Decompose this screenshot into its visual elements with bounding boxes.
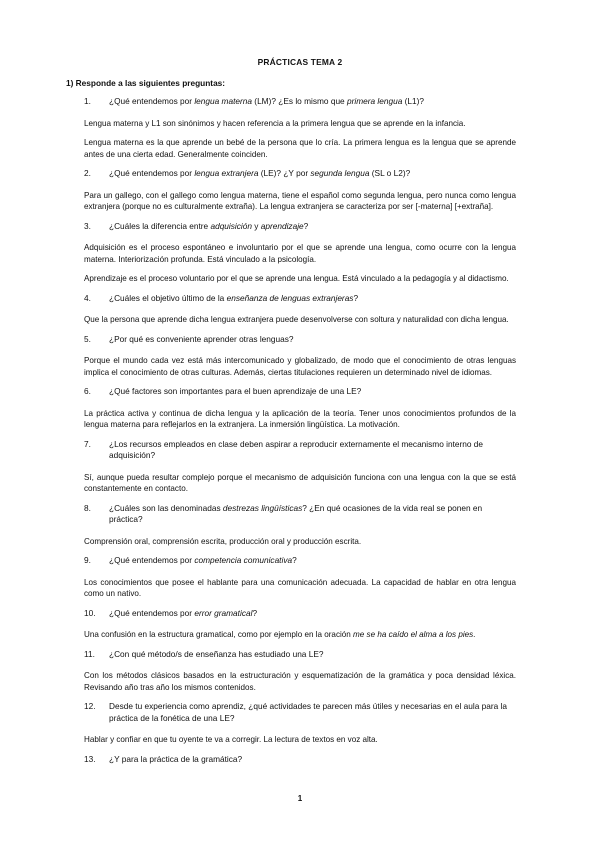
text-run: (LM)? ¿Es lo mismo que [252,96,347,106]
question [84,96,516,108]
text-run: (LE)? ¿Y por [258,168,311,178]
answer-paragraph: Para un gallego, con el gallego como lengua materna, tiene el español como segunda lengua, pero nunca como lengua extranjera (porque no es culturalmente extraña). La lengua extranjera se caracteriza por ser [-materna] [+extraña]. [84,190,516,211]
question-number: 7. [84,438,91,449]
question-number: 1. [84,96,91,106]
question-text [109,386,361,396]
question-text [109,754,242,764]
question-number: 6. [84,386,91,396]
question [84,649,516,661]
page-number: 1 [297,794,303,803]
text-run: (L1)? [402,96,425,106]
answer-paragraph: Hablar y confiar en que tu oyente te va a corregir. La lectura de textos en voz alta. [84,735,378,744]
question-number: 2. [84,168,91,178]
question-number: 12. [84,701,96,711]
text-run: ¿Por qué es conveniente aprender otras lenguas? [109,333,294,344]
text-run: (SL o L2)? [369,168,411,178]
question-text [109,555,297,565]
text-run: enseñanza de lenguas extranjeras [226,292,354,303]
text-run: ¿Con qué método/s de enseñanza has estudiado una LE? [109,648,324,659]
answer-paragraph: Los conocimientos que posee el hablante para una comunicación adecuada. La capacidad de hablar en otra lengua como un nativo. [84,577,516,598]
text-run: competencia comunicativa [194,555,293,565]
text-run: ¿Cuáles el objetivo último de la [109,292,227,303]
question [84,555,516,567]
answer-paragraph: Porque el mundo cada vez está más intercomunicado y globalizado, de modo que el conocimiento de otras lenguas implica el conocimiento de otras culturas. Además, ciertas titulaciones requieren un determinado nivel de idiomas. [84,356,516,377]
question-list [84,96,516,775]
text-run: lengua materna [194,96,252,106]
question-text [109,608,257,618]
question-text [109,293,358,303]
question [84,754,516,766]
answer-paragraph: Que la persona que aprende dicha lengua extranjera puede desenvolverse con soltura y naturalidad con dicha lengua. [84,315,509,324]
question [84,293,516,305]
question-text [109,96,424,106]
text-run: ¿Qué entendemos por [109,96,195,106]
text-run: ¿Los recursos empleados en clase deben aspirar a reproducir externamente el mecanismo interno de adquisición? [109,438,484,460]
answer-paragraph: Con los métodos clásicos basados en la estructuración y esquematización de la gramática y poca densidad léxica. Revisando año tras año los mismos contenidos. [84,671,516,692]
text-run: aprendizaje [260,220,304,231]
question-text [109,221,308,231]
question-text [109,701,507,723]
question-text [109,503,482,525]
answer-paragraph: Comprensión oral, comprensión escrita, producción oral y producción escrita. [84,536,362,546]
text-run: y [251,220,261,231]
text-run: ? [353,292,359,303]
question-text [109,334,294,344]
question [84,701,516,724]
text-run: lengua extranjera [194,168,259,178]
answer-paragraph: Aprendizaje es el proceso voluntario por el que se aprende una lengua. Está vinculado a la pedagogía y al didactismo. [84,274,509,283]
text-run: ? [292,555,297,565]
question-number: 10. [84,607,96,618]
text-run: ¿Qué entendemos por [109,607,195,618]
text-run: ? ¿En qué ocasiones de la vida real se ponen en práctica? [109,502,483,524]
question-text [109,168,410,178]
text-run: Desde tu experiencia como aprendiz, ¿qué actividades te parecen más útiles y necesarias en el aula para la práctica de la fonética de una LE? [109,701,508,723]
question-number: 8. [84,502,91,513]
question [84,503,516,526]
text-run: adquisición [210,220,252,231]
question [84,386,516,398]
text-run: segunda lengua [310,168,370,178]
text-run: ¿Cuáles la diferencia entre [109,220,211,231]
document-title: PRÁCTICAS TEMA 2 [257,57,343,67]
question-number: 13. [84,753,96,764]
question-text [109,649,324,659]
text-run: destrezas lingüísticas [222,502,303,513]
question-number: 11. [84,648,95,659]
answer-paragraph: Lengua materna es la que aprende un bebé de la persona que lo cría. La primera lengua es la lengua que se aprende antes de una cierta edad. Generalmente coinciden. [84,138,516,159]
text-run: ¿Qué entendemos por [109,168,195,178]
instructions: 1) Responde a las siguientes preguntas: [66,78,226,88]
question-number: 4. [84,292,91,303]
question-number: 5. [84,333,91,344]
answer-paragraph [84,629,516,641]
text-run: ¿Qué factores son importantes para el buen aprendizaje de una LE? [109,386,362,396]
text-run: ? [303,220,309,231]
answer-paragraph: Lengua materna y L1 son sinónimos y hacen referencia a la primera lengua que se aprende en la infancia. [84,118,466,128]
answer-paragraph: Adquisición es el proceso espontáneo e involuntario por el que se aprende una lengua, como ocurre con la lengua materna. Interiorización profunda. Está vinculado a la psicología. [84,243,516,264]
question [84,608,516,620]
question-number: 9. [84,555,91,565]
text-run: . [473,630,476,639]
text-run: me se ha caído el alma a los pies [353,630,474,639]
text-run: Una confusión en la estructura gramatical, como por ejemplo en la oración [84,630,354,639]
question-number: 3. [84,220,91,231]
text-run: ¿Y para la práctica de la gramática? [109,753,243,764]
question [84,221,516,233]
question [84,168,516,180]
text-run: error gramatical [194,607,253,618]
text-run: ¿Qué entendemos por [109,555,195,565]
text-run: ? [252,607,258,618]
question-text [109,439,483,461]
text-run: primera lengua [346,96,403,106]
answer-paragraph: La práctica activa y continua de dicha lengua y la aplicación de la teoría. Tener unos conocimientos profundos de la lengua materna para reflejarlos en la extranjera. La inmersión lingüística. La motivación. [84,408,516,429]
question [84,439,516,462]
text-run: ¿Cuáles son las denominadas [109,502,223,513]
answer-paragraph: Sí, aunque pueda resultar complejo porque el mecanismo de adquisición funciona con una lengua con la que se está constantemente en contacto. [84,472,516,493]
question [84,334,516,346]
